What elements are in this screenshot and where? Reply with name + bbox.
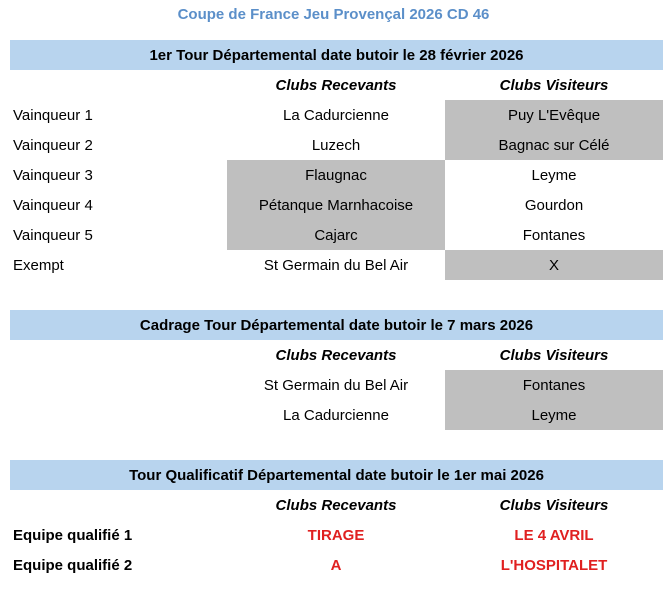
column-header-away: Clubs Visiteurs: [499, 346, 609, 364]
home-club: Luzech: [311, 136, 361, 154]
away-club: L'HOSPITALET: [500, 556, 608, 574]
section-1-column-headers: [10, 70, 663, 100]
home-club: Flaugnac: [227, 160, 445, 190]
table-row: [10, 190, 663, 220]
row-label: Vainqueur 3: [13, 166, 93, 184]
home-club: St Germain du Bel Air: [263, 256, 409, 274]
away-club: Fontanes: [445, 370, 663, 400]
page-title: Coupe de France Jeu Provençal 2026 CD 46: [177, 6, 490, 23]
home-club: Pétanque Marnhacoise: [227, 190, 445, 220]
table-row: [10, 130, 663, 160]
home-club: Cajarc: [227, 220, 445, 250]
row-label: Equipe qualifié 1: [13, 526, 133, 544]
home-club: TIRAGE: [307, 526, 365, 544]
column-header-away: Clubs Visiteurs: [499, 76, 609, 94]
table-row: [10, 220, 663, 250]
table-row: [10, 550, 663, 580]
section-2-heading: Cadrage Tour Départemental date butoir le 7 mars 2026: [10, 310, 663, 340]
away-club: Puy L'Evêque: [445, 100, 663, 130]
section-1-heading: 1er Tour Départemental date butoir le 28 février 2026: [10, 40, 663, 70]
column-header-home: Clubs Recevants: [275, 496, 397, 514]
row-label: Vainqueur 5: [13, 226, 93, 244]
table-row: [10, 100, 663, 130]
section-3-heading: Tour Qualificatif Départemental date butoir le 1er mai 2026: [10, 460, 663, 490]
table-row: [10, 400, 663, 430]
away-club: Bagnac sur Célé: [445, 130, 663, 160]
row-label: Equipe qualifié 2: [13, 556, 133, 574]
home-club: La Cadurcienne: [283, 106, 389, 124]
home-club: La Cadurcienne: [283, 406, 389, 424]
away-club: X: [445, 250, 663, 280]
away-club: Fontanes: [522, 226, 586, 244]
table-row: [10, 520, 663, 550]
away-club: Leyme: [445, 400, 663, 430]
table-row: [10, 250, 663, 280]
row-label: Vainqueur 4: [13, 196, 93, 214]
table-row: [10, 160, 663, 190]
column-header-away: Clubs Visiteurs: [499, 496, 609, 514]
column-header-home: Clubs Recevants: [275, 346, 397, 364]
home-club: St Germain du Bel Air: [263, 376, 409, 394]
row-label: [10, 370, 227, 400]
home-club: A: [330, 556, 342, 574]
away-club: Leyme: [531, 166, 577, 184]
section-2-column-headers: [10, 340, 663, 370]
row-label: Vainqueur 2: [13, 136, 93, 154]
section-3-column-headers: [10, 490, 663, 520]
away-club: Gourdon: [524, 196, 584, 214]
away-club: LE 4 AVRIL: [514, 526, 594, 544]
row-label: [10, 400, 227, 430]
column-header-home: Clubs Recevants: [275, 76, 397, 94]
table-row: [10, 370, 663, 400]
row-label: Exempt: [13, 256, 64, 274]
row-label: Vainqueur 1: [13, 106, 93, 124]
